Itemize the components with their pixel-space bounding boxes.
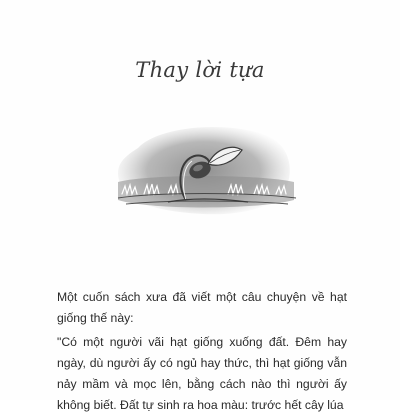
paragraph-intro: Một cuốn sách xưa đã viết một câu chuyện về hạt giống thế này: [57, 290, 347, 325]
paragraph-quote: "Có một người vãi hạt giống xuống đất. Đêm hay ngày, dù người ấy có ngủ hay thức, thì hạt giống vẫn nảy mầm và mọc lên, bằng cách nào thì người ấy không biết. Đất tự sinh ra hoa màu: trước hết cây lúa [57, 335, 347, 412]
sprouting-seed-illustration [108, 118, 298, 223]
page-title: Thay lời tựa [135, 58, 265, 82]
